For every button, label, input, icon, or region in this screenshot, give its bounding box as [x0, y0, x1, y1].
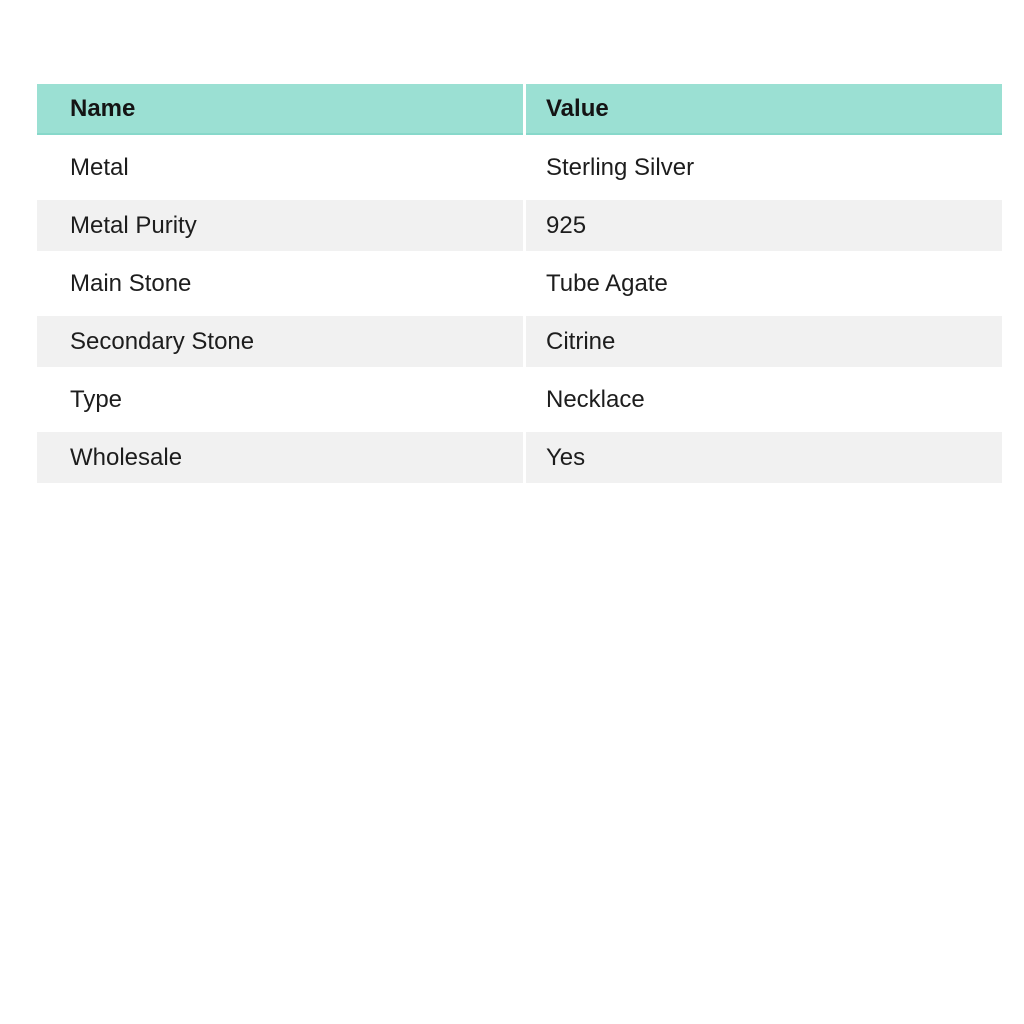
row-value-cell: Yes [526, 432, 1002, 483]
column-header-value: Value [526, 84, 1002, 135]
table-row [37, 316, 1002, 367]
row-value-cell: Necklace [546, 385, 645, 413]
row-value-cell: Citrine [526, 316, 1002, 367]
product-spec-table [37, 84, 1002, 490]
table-row [37, 142, 1002, 193]
row-value-cell: Sterling Silver [546, 153, 695, 181]
column-header-name: Name [37, 84, 523, 135]
row-name-cell: Type [70, 385, 123, 413]
table-header-row [37, 84, 1002, 135]
table-row [37, 374, 1002, 425]
row-name-cell: Secondary Stone [37, 316, 523, 367]
row-value-cell: 925 [526, 200, 1002, 251]
row-name-cell: Main Stone [70, 269, 192, 297]
row-name-cell: Metal [70, 153, 129, 181]
row-name-cell: Wholesale [37, 432, 523, 483]
table-row [37, 200, 1002, 251]
row-value-cell: Tube Agate [546, 269, 668, 297]
table-row [37, 432, 1002, 483]
table-row [37, 258, 1002, 309]
row-name-cell: Metal Purity [37, 200, 523, 251]
